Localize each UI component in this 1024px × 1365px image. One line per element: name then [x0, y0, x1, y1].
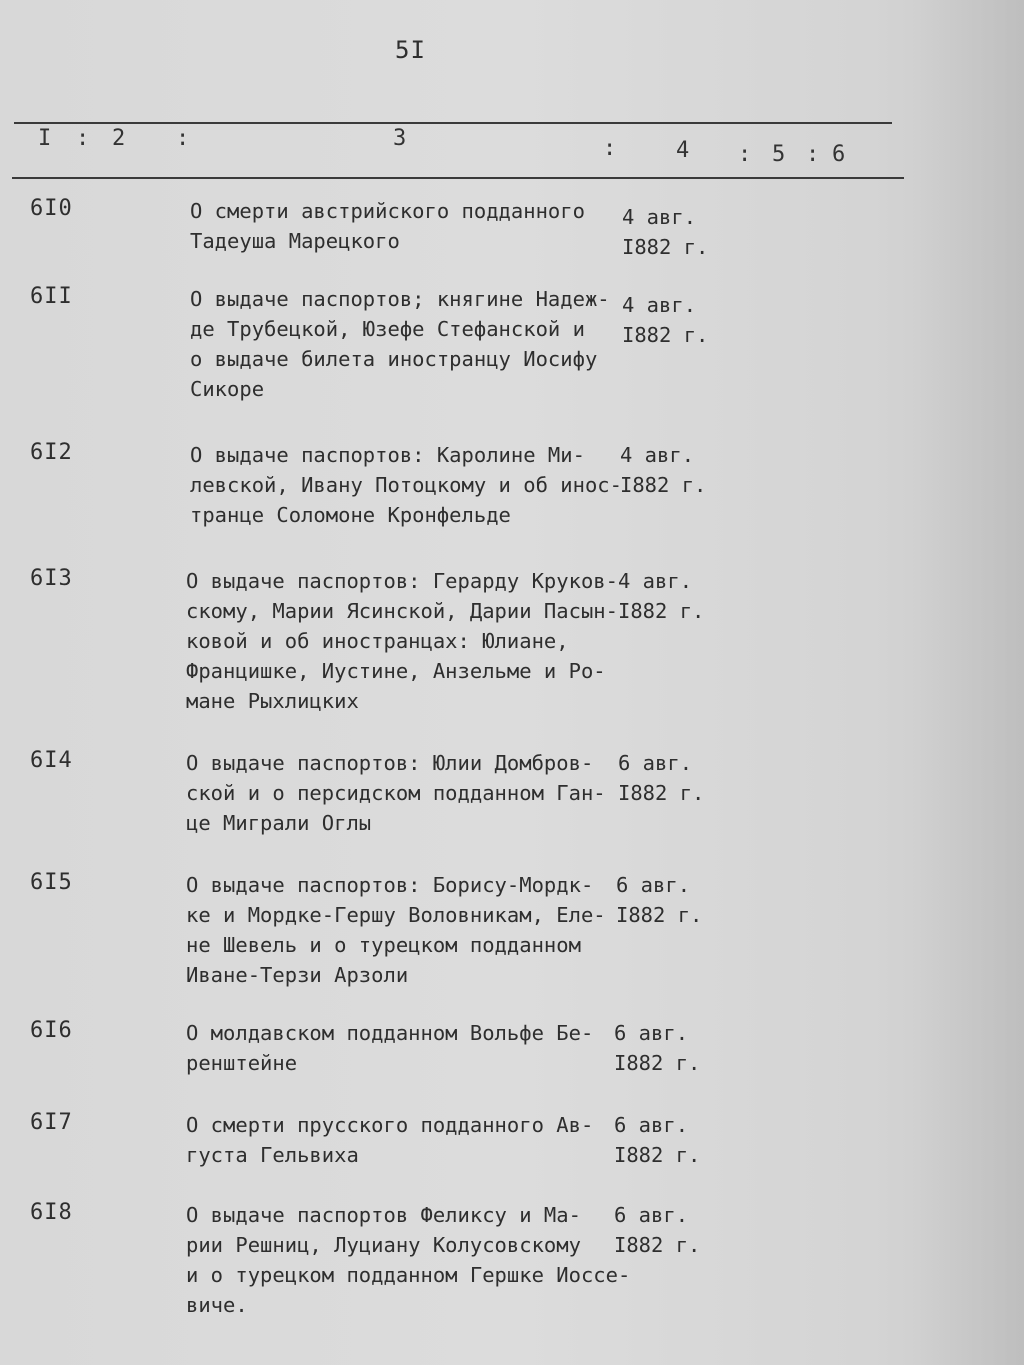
entry-number: 6I4 [30, 748, 73, 773]
entry-date [614, 1200, 700, 1260]
entry-description [186, 566, 626, 716]
entry-number: 6I7 [30, 1110, 73, 1135]
entry-date-day: 4 авг. [622, 293, 697, 317]
entry-line: Иване-Терзи Арзоли [186, 963, 409, 987]
entry-line: О выдаче паспортов Феликсу и Ма- [186, 1203, 581, 1227]
entry-line: и о турецком подданном Гершке Иоссе- [186, 1263, 631, 1287]
page-number: 5I [395, 36, 426, 64]
entry-line: густа Гельвиха [186, 1143, 359, 1167]
entry-date-day: 4 авг. [620, 443, 695, 467]
entry-date-day: 6 авг. [614, 1203, 689, 1227]
entry-line: Тадеуша Марецкого [190, 229, 400, 253]
entry-line: виче. [186, 1293, 248, 1317]
entry-date-year: I882 г. [622, 235, 709, 259]
header-col-3: 3 [393, 126, 407, 151]
entry-date [614, 1110, 700, 1170]
entry-line: скому, Марии Ясинской, Дарии Пасын- [186, 599, 618, 623]
entry-description [186, 1110, 626, 1170]
entry-number: 6I3 [30, 566, 73, 591]
entry-description [190, 284, 630, 404]
entry-number: 6I5 [30, 870, 73, 895]
entry-line: левской, Ивану Потоцкому и об инос- [190, 473, 622, 497]
entry-line: О выдаче паспортов; княгине Надеж- [190, 287, 610, 311]
entry-date [622, 202, 708, 262]
header-col-4: 4 [676, 138, 690, 163]
entry-date [618, 748, 704, 808]
entry-line: Сикоре [190, 377, 265, 401]
header-col-6: 6 [832, 142, 846, 167]
entry-line: Францишке, Иустине, Анзельме и Ро- [186, 659, 606, 683]
entry-line: О выдаче паспортов: Каролине Ми- [190, 443, 585, 467]
entry-date-year: I882 г. [614, 1051, 701, 1075]
entry-date-year: I882 г. [618, 599, 705, 623]
entry-description [186, 870, 626, 990]
entry-date-day: 4 авг. [622, 205, 697, 229]
entry-description [186, 748, 626, 838]
entry-number: 6I0 [30, 196, 73, 221]
entry-date [622, 290, 708, 350]
entry-line: О выдаче паспортов: Юлии Домбров- [186, 751, 594, 775]
entry-date-day: 4 авг. [618, 569, 693, 593]
entry-line: О выдаче паспортов: Герарду Круков- [186, 569, 618, 593]
entry-date [616, 870, 702, 930]
entry-line: ской и о персидском подданном Ган- [186, 781, 606, 805]
header-col-1: I [38, 126, 52, 151]
entry-description [186, 1018, 626, 1078]
header-rule-bottom [12, 177, 904, 179]
entry-number: 6I6 [30, 1018, 73, 1043]
entry-line: ковой и об иностранцах: Юлиане, [186, 629, 569, 653]
header-col-5: 5 [772, 142, 786, 167]
entry-line: ке и Мордке-Гершу Воловникам, Еле- [186, 903, 606, 927]
entry-date [614, 1018, 700, 1078]
entry-date-year: I882 г. [620, 473, 707, 497]
entry-line: рии Решниц, Луциану Колусовскому [186, 1233, 581, 1257]
entry-date-year: I882 г. [614, 1233, 701, 1257]
entry-date-day: 6 авг. [618, 751, 693, 775]
entry-line: О молдавском подданном Вольфе Бе- [186, 1021, 594, 1045]
entry-number: 6II [30, 284, 73, 309]
entry-date-day: 6 авг. [616, 873, 691, 897]
entry-line: мане Рыхлицких [186, 689, 359, 713]
entry-line: О смерти австрийского подданного [190, 199, 585, 223]
entry-date [618, 566, 704, 626]
entry-date-year: I882 г. [616, 903, 703, 927]
header-sep-2: : [176, 126, 190, 151]
entry-line: транце Соломоне Кронфельде [190, 503, 511, 527]
header-sep-1: : [76, 126, 90, 151]
header-sep-3: : [603, 136, 617, 161]
entry-date-year: I882 г. [622, 323, 709, 347]
page-shadow [914, 0, 1024, 1365]
header-rule-top [14, 122, 892, 124]
entry-line: це Миграли Оглы [186, 811, 372, 835]
entry-description [190, 196, 630, 256]
entry-number: 6I2 [30, 440, 73, 465]
entry-line: не Шевель и о турецком подданном [186, 933, 581, 957]
header-col-2: 2 [112, 126, 126, 151]
entry-description [190, 440, 630, 530]
header-sep-5: : [806, 142, 820, 167]
entry-date-day: 6 авг. [614, 1113, 689, 1137]
entry-line: О смерти прусского подданного Ав- [186, 1113, 594, 1137]
entry-number: 6I8 [30, 1200, 73, 1225]
entry-line: О выдаче паспортов: Борису-Мордк- [186, 873, 594, 897]
header-sep-4: : [738, 142, 752, 167]
entry-date-year: I882 г. [614, 1143, 701, 1167]
entry-line: ренштейне [186, 1051, 298, 1075]
entry-line: де Трубецкой, Юзефе Стефанской и [190, 317, 585, 341]
entry-date-day: 6 авг. [614, 1021, 689, 1045]
entry-date-year: I882 г. [618, 781, 705, 805]
entry-line: о выдаче билета иностранцу Иосифу [190, 347, 598, 371]
entry-date [620, 440, 706, 500]
entry-description [186, 1200, 631, 1320]
